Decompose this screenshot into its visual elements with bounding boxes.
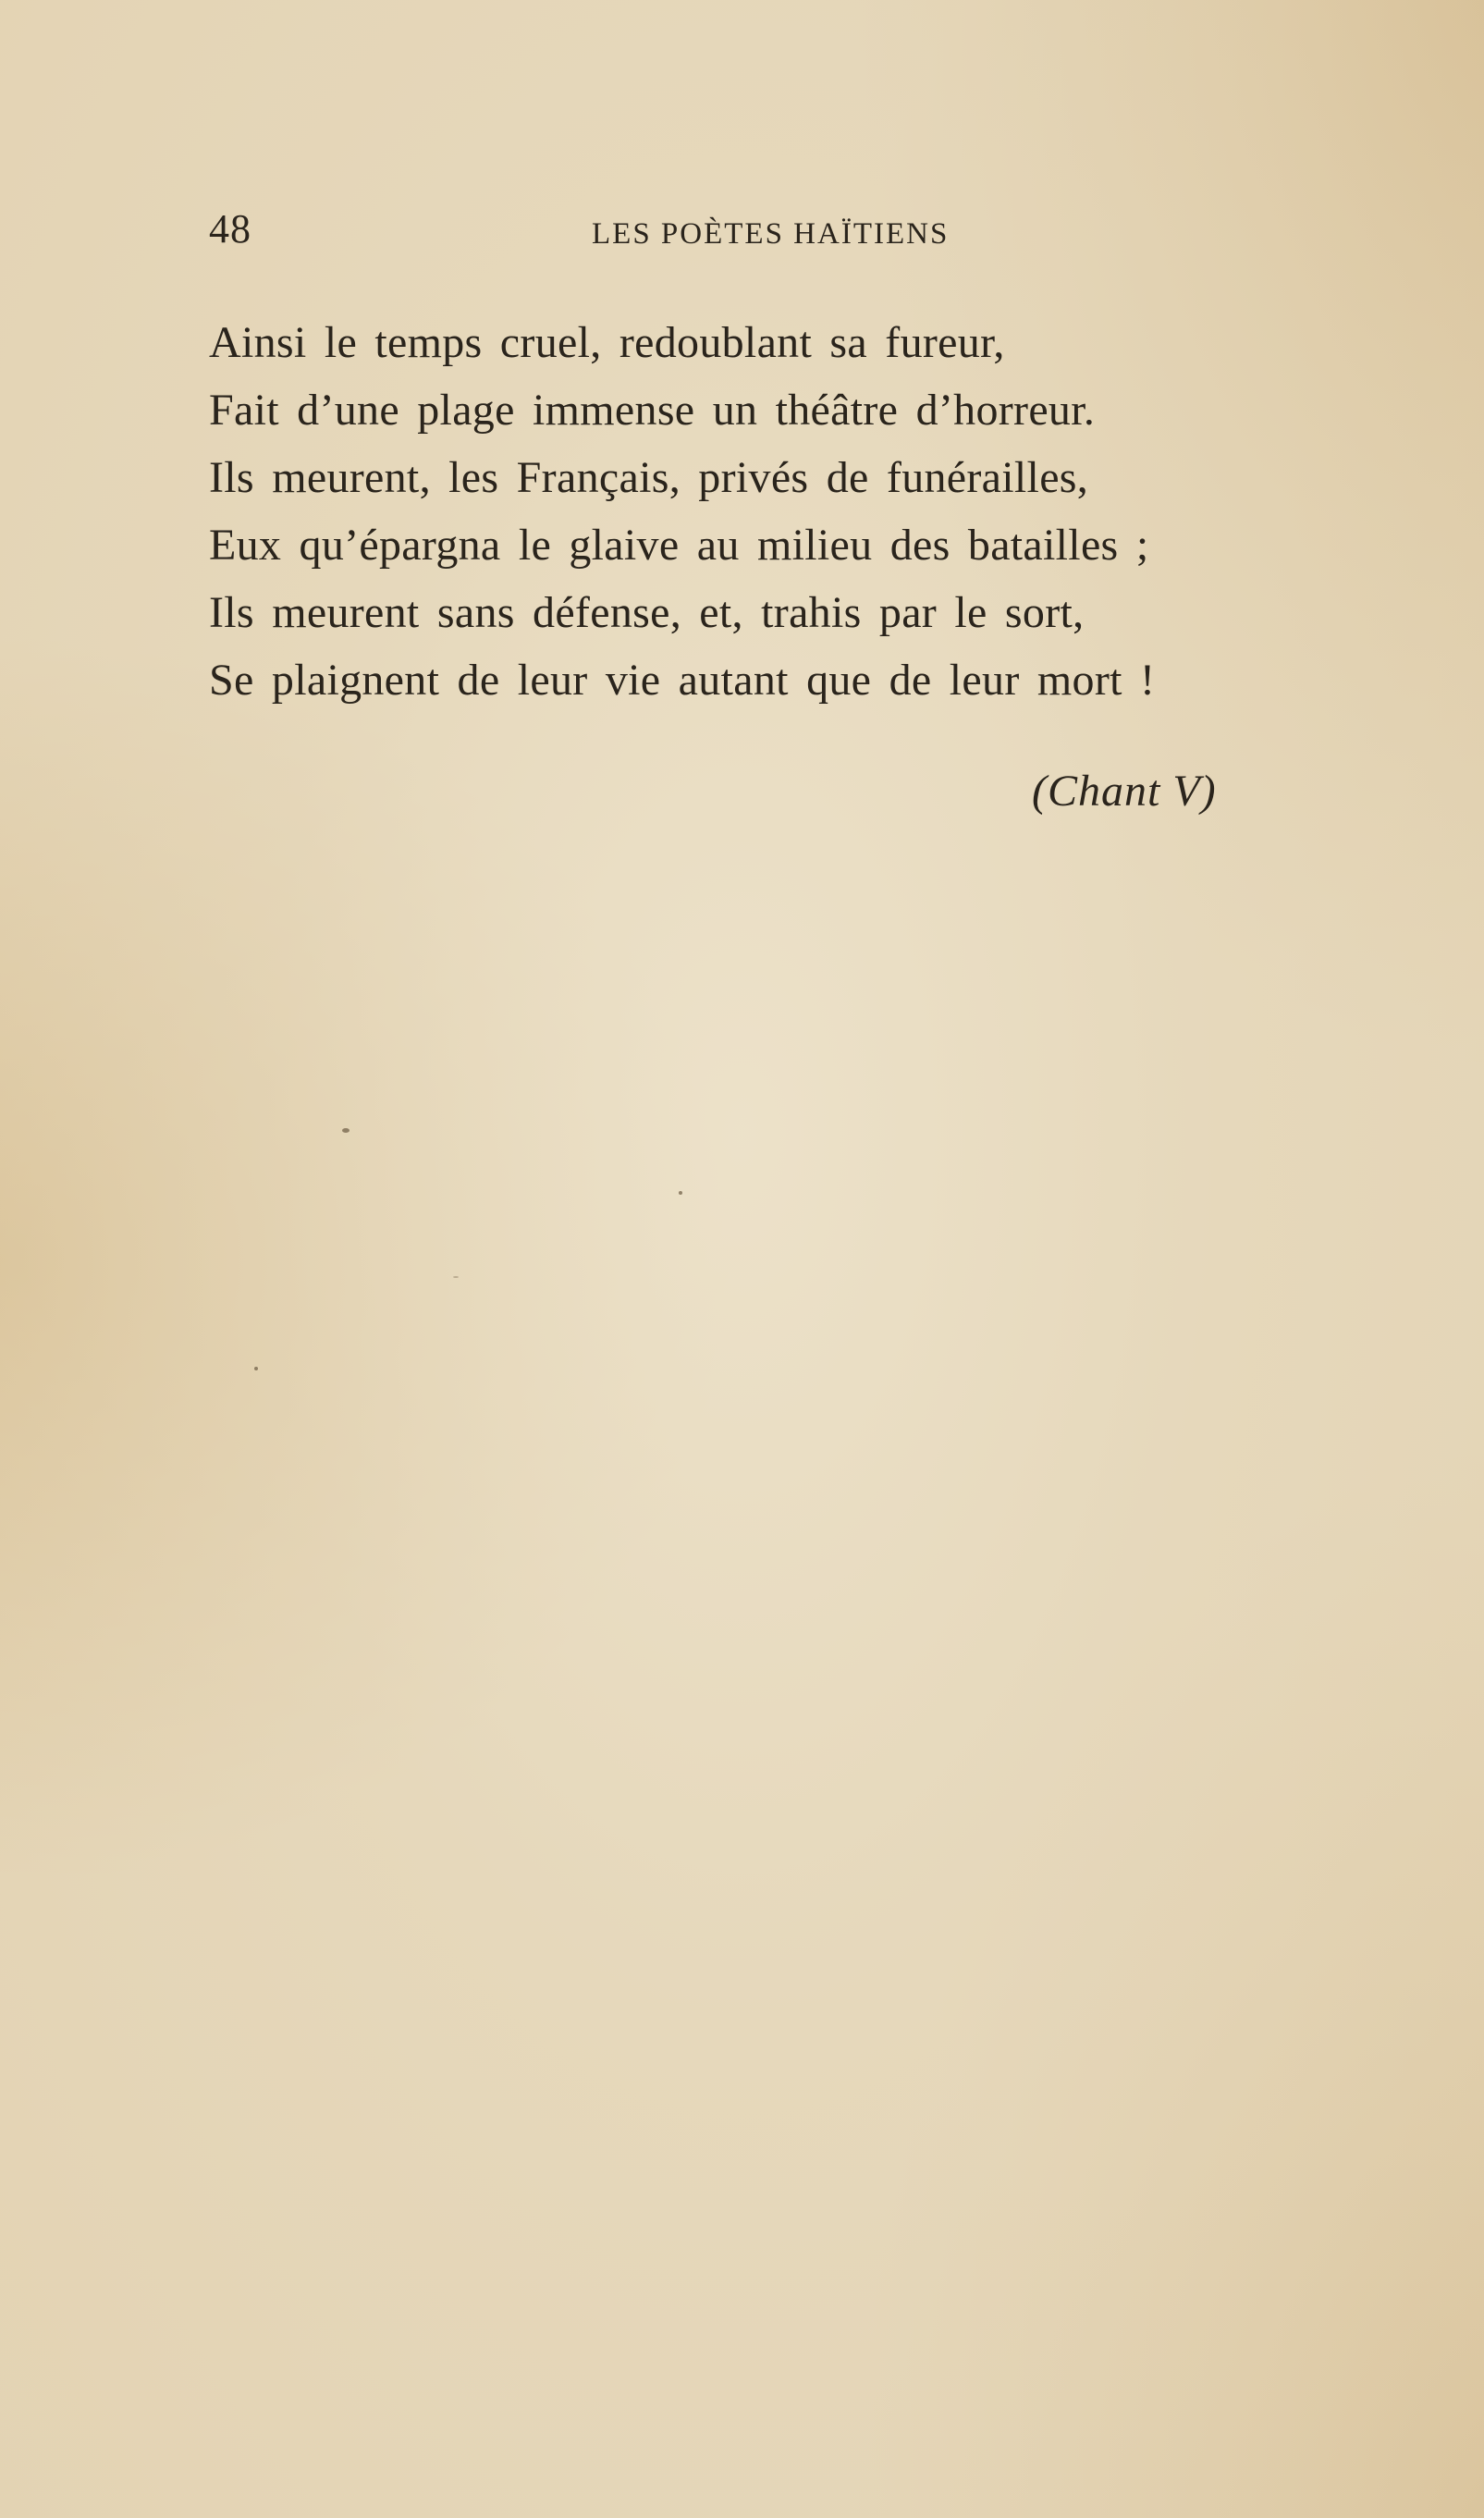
verse-line: Fait d’une plage immense un théâtre d’horreur. <box>209 386 1096 435</box>
paper-speck <box>342 1128 350 1133</box>
paper-speck <box>453 1276 459 1278</box>
page-number: 48 <box>209 206 251 252</box>
verse-line: Se plaignent de leur vie autant que de leur mort ! <box>209 656 1156 705</box>
paper-speck <box>254 1367 258 1370</box>
verse-line: Ils meurent sans défense, et, trahis par le sort, <box>209 588 1085 637</box>
attribution: (Chant V) <box>1032 767 1217 816</box>
paper-speck <box>679 1191 682 1195</box>
verse-line: Ils meurent, les Français, privés de funérailles, <box>209 453 1089 502</box>
verse-line: Ainsi le temps cruel, redoublant sa fureur, <box>209 318 1005 367</box>
verse-line: Eux qu’épargna le glaive au milieu des batailles ; <box>209 521 1149 570</box>
poem-stanza <box>209 309 1155 714</box>
running-head: LES POÈTES HAÏTIENS <box>592 217 950 251</box>
